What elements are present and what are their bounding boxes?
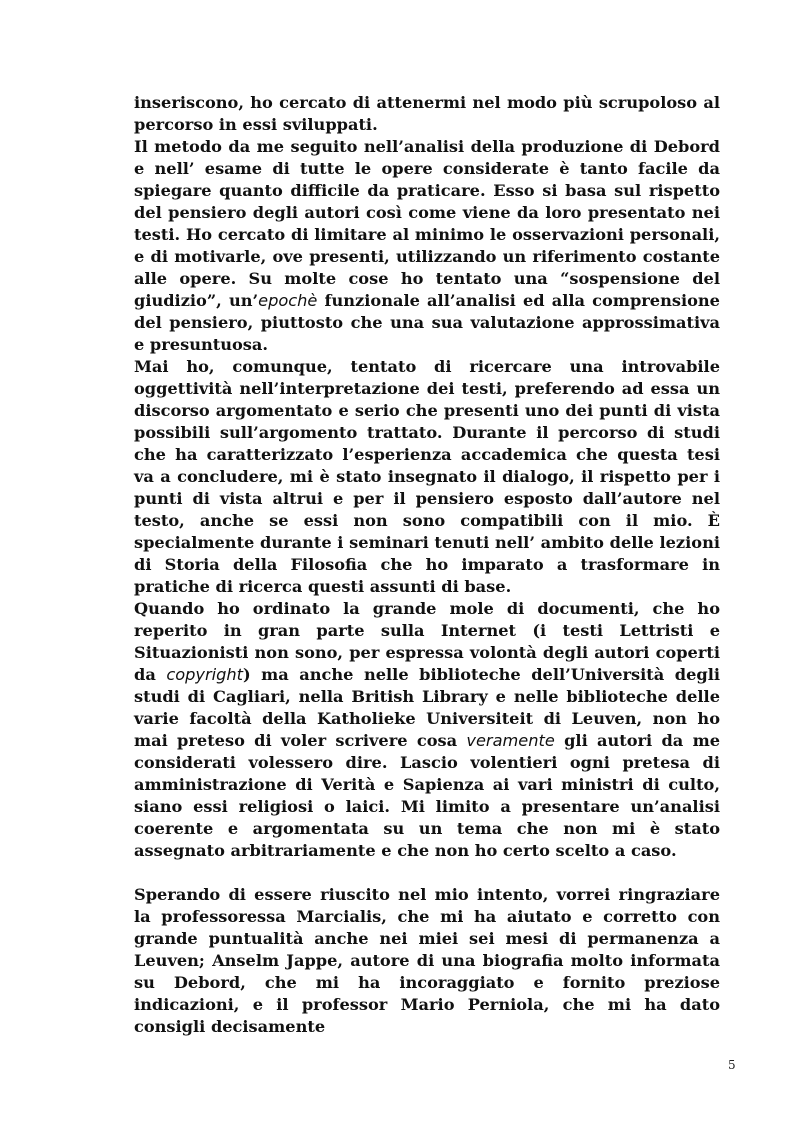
paragraph [134, 92, 720, 136]
paragraph-text: ) ma anche nelle biblioteche dell’Università degli studi di Cagliari, nella British Library e nelle biblioteche delle varie facoltà della Katholieke Universiteit di Leuven, non ho mai preteso di voler scrivere cosa [134, 665, 720, 750]
paragraph-text: Quando ho ordinato la grande mole di documenti, che ho reperito in gran parte sulla Internet (i testi Lettristi e Situazionisti non sono, per espressa volontà degli autori coperti da [134, 599, 720, 684]
paragraph-text: inseriscono, ho cercato di attenermi nel modo più scrupoloso al percorso in essi sviluppati. [134, 93, 720, 134]
italic-term: epochè [258, 291, 318, 310]
paragraph [134, 884, 720, 1038]
body-text [134, 92, 720, 1038]
paragraph-text: funzionale all’analisi ed alla comprensione del pensiero, piuttosto che una sua valutazione approssimativa e presuntuosa. [134, 291, 720, 354]
paragraph-text: Sperando di essere riuscito nel mio intento, vorrei ringraziare la professoressa Marcialis, che mi ha aiutato e corretto con grande puntualità anche nei miei sei mesi di permanenza a Leuven; Anselm Jappe, autore di una biografia molto informata su Debord, che mi ha incoraggiato e fornito preziose indicazioni, e il professor Mario Perniola, che mi ha dato consigli decisamente [134, 885, 720, 1036]
paragraph [134, 356, 720, 598]
paragraph [134, 136, 720, 356]
paragraph-text: Mai ho, comunque, tentato di ricercare una introvabile oggettività nell’interpretazione dei testi, preferendo ad essa un discorso argomentato e serio che presenti uno dei punti di vista possibili sull’argomento trattato. Durante il percorso di studi che ha caratterizzato l’esperienza accademica che questa tesi va a concludere, mi è stato insegnato il dialogo, il rispetto per i punti di vista altrui e per il pensiero esposto dall’autore nel testo, anche se essi non sono compatibili con il mio. È specialmente durante i seminari tenuti nell’ ambito delle lezioni di Storia della Filosofia che ho imparato a trasformare in pratiche di ricerca questi assunti di base. [134, 357, 720, 596]
italic-term: copyright [166, 665, 244, 684]
paragraph [134, 598, 720, 862]
page-number: 5 [728, 1058, 736, 1072]
paragraph-text: Il metodo da me seguito nell’analisi della produzione di Debord e nell’ esame di tutte le opere considerate è tanto facile da spiegare quanto difficile da praticare. Esso si basa sul rispetto del pensiero degli autori così come viene da loro presentato nei testi. Ho cercato di limitare al minimo le osservazioni personali, e di motivarle, ove presenti, utilizzando un riferimento costante alle opere. Su molte cose ho tentato una “sospensione del giudizio”, un’ [134, 137, 720, 310]
italic-term: veramente [466, 731, 555, 750]
paragraph-text: gli autori da me considerati volessero dire. Lascio volentieri ogni pretesa di amministrazione di Verità e Sapienza ai vari ministri di culto, siano essi religiosi o laici. Mi limito a presentare un’analisi coerente e argomentata su un tema che non mi è stato assegnato arbitrariamente e che non ho certo scelto a caso. [134, 731, 721, 860]
